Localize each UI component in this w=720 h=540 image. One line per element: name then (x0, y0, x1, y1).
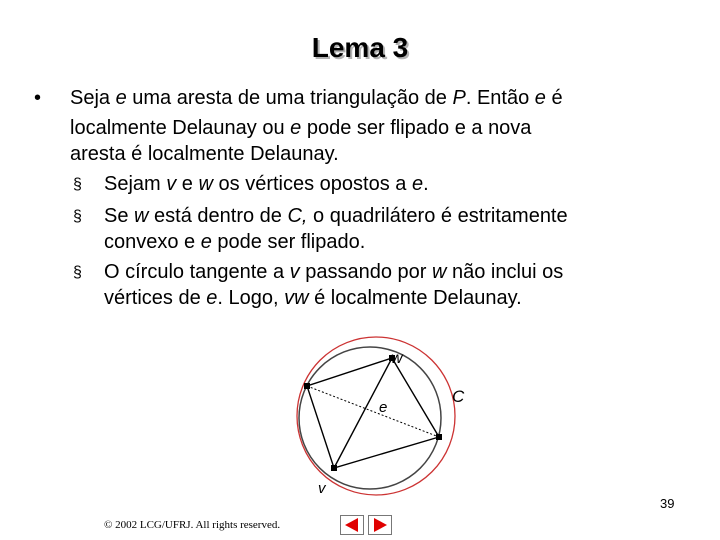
quadrilateral (307, 358, 439, 468)
sub-bullet-2-line-1: Se w está dentro de C, o quadrilátero é estritamente (104, 205, 568, 227)
sub-bullet-3-line-1: O círculo tangente a v passando por w não inclui os (104, 261, 564, 283)
triangle-right-icon (369, 516, 391, 534)
label-e: e (379, 399, 388, 416)
label-c: C (452, 387, 465, 406)
sub-bullet-3-line-2: vértices de e. Logo, vw é localmente Delaunay. (104, 287, 522, 309)
page-number: 39 (660, 496, 675, 511)
bullet-line-2: localmente Delaunay ou e pode ser flipado e a nova (70, 117, 532, 139)
label-v: v (318, 480, 326, 497)
triangle-left-icon (341, 516, 363, 534)
red-circle-c (297, 337, 455, 495)
vertex-left (304, 383, 310, 389)
vertex-right (436, 434, 442, 440)
previous-slide-button[interactable] (340, 515, 364, 535)
label-w: w (391, 350, 403, 367)
sub-bullet-marker-3: § (73, 264, 82, 281)
bullet-dot: • (34, 87, 42, 109)
sub-bullet-1: Sejam v e w os vértices opostos a e. (104, 173, 429, 195)
bullet-line-3: aresta é localmente Delaunay. (70, 143, 339, 165)
copyright-notice: © 2002 LCG/UFRJ. All rights reserved. (104, 519, 281, 531)
bullet-line-1: Seja e uma aresta de uma triangulação de P. Então e é (70, 87, 563, 109)
sub-bullet-marker-1: § (73, 176, 82, 193)
circumcircle (299, 347, 441, 489)
next-slide-button[interactable] (368, 515, 392, 535)
vertex-v (331, 465, 337, 471)
sub-bullet-2-line-2: convexo e e pode ser flipado. (104, 231, 366, 253)
sub-bullet-marker-2: § (73, 208, 82, 225)
slide-title: Lema 3 (311, 32, 409, 63)
